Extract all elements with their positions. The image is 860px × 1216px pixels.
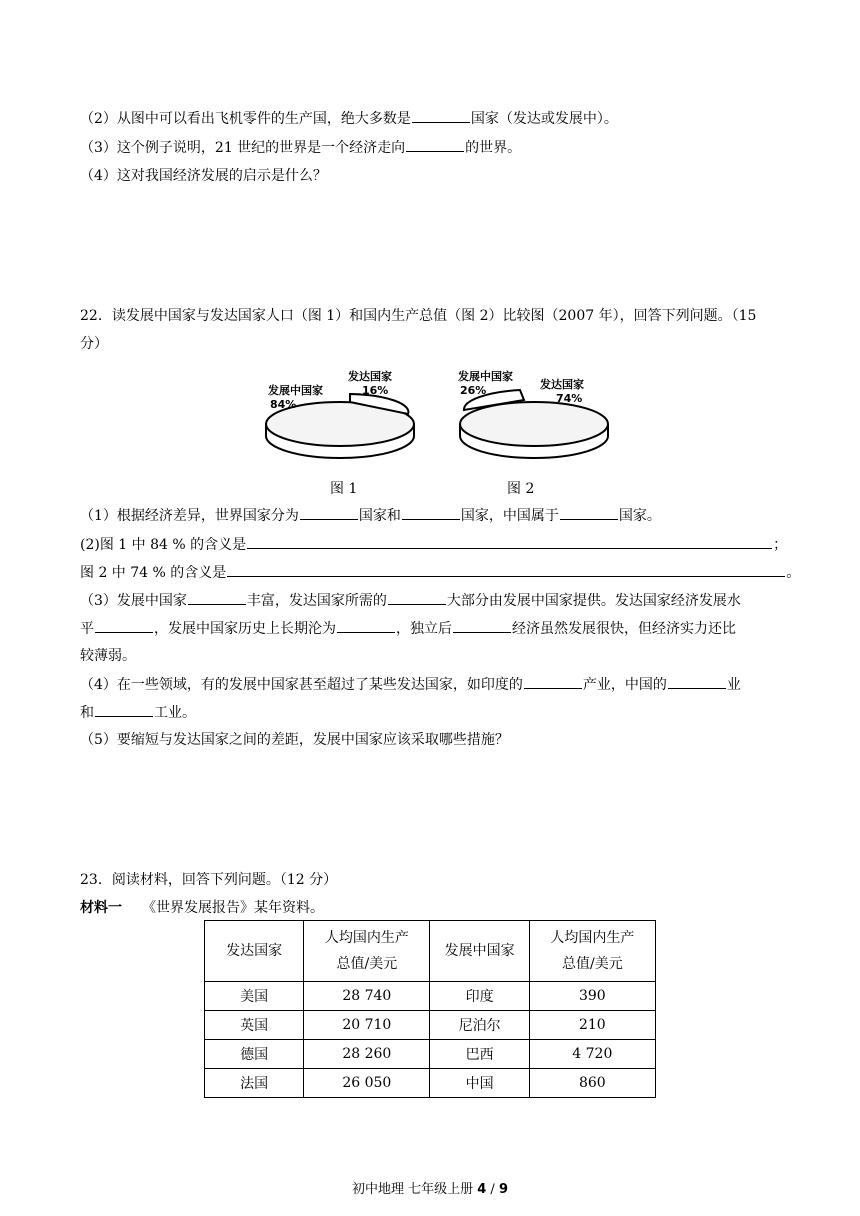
pie1-label-developed: 发达国家 bbox=[348, 370, 392, 383]
table-header: 发展中国家 bbox=[430, 921, 529, 982]
pie2-slice-developed bbox=[460, 402, 608, 446]
q22-part3-text-e: ，发展中国家历史上长期沦为 bbox=[154, 621, 336, 637]
table-cell: 26 050 bbox=[304, 1069, 430, 1098]
pie1-label-developing: 发展中国家 bbox=[268, 384, 323, 397]
table-row bbox=[205, 1011, 656, 1040]
q22-part4-text: （4）在一些领域，有的发展中国家甚至超过了某些发达国家，如印度的 bbox=[80, 677, 523, 693]
table-cell: 印度 bbox=[430, 982, 529, 1011]
pie-chart-2 bbox=[457, 369, 608, 458]
q21-part2-suffix: 国家（发达或发展中）。 bbox=[470, 111, 618, 127]
q22-part3-text-c: 大部分由发展中国家提供。发达国家经济发展水 bbox=[446, 593, 741, 609]
table-row bbox=[205, 1040, 656, 1069]
answer-blank[interactable] bbox=[95, 702, 153, 717]
q22-part4-text-e: 工业。 bbox=[154, 705, 196, 721]
q22-part3-text-d: 平 bbox=[80, 621, 94, 637]
material-text: 《世界发展报告》某年资料。 bbox=[142, 900, 324, 916]
table-header bbox=[304, 921, 430, 982]
q22-part3-text: （3）发展中国家 bbox=[80, 593, 187, 609]
pie2-label-developed: 发达国家 bbox=[540, 378, 584, 391]
pie-charts bbox=[258, 364, 618, 468]
answer-blank[interactable] bbox=[406, 137, 464, 152]
q22-part3 bbox=[80, 590, 741, 611]
table-cell: 中国 bbox=[430, 1069, 529, 1098]
q22-part2b-text: 图 2 中 74 % 的含义是 bbox=[80, 565, 227, 581]
q22-part4-text-d: 和 bbox=[80, 705, 94, 721]
q21-part3-text: （3）这个例子说明，21 世纪的世界是一个经济走向 bbox=[80, 140, 406, 156]
q21-part3-suffix: 的世界。 bbox=[465, 140, 522, 156]
table-cell: 美国 bbox=[205, 982, 304, 1011]
answer-blank[interactable] bbox=[95, 618, 153, 633]
q22-part5-text: （5）要缩短与发达国家之间的差距，发展中国家应该采取哪些措施？ bbox=[80, 732, 509, 748]
q22-part1-text: （1）根据经济差异，世界国家分为 bbox=[80, 508, 299, 524]
table-cell: 28 740 bbox=[304, 982, 430, 1011]
pie2-value-developing: 26% bbox=[460, 384, 487, 397]
q22-part1-text-c: 国家，中国属于 bbox=[460, 508, 559, 524]
q22-part4-text-c: 业 bbox=[726, 677, 741, 693]
footer-separator: / bbox=[486, 1182, 499, 1197]
q22-part2-end: ； bbox=[773, 537, 788, 553]
table-header-line: 人均国内生产 bbox=[550, 930, 635, 946]
table-cell: 4 720 bbox=[529, 1040, 655, 1069]
answer-blank[interactable] bbox=[668, 674, 726, 689]
table-row bbox=[205, 1069, 656, 1098]
q22-part3-text-h: 较薄弱。 bbox=[80, 648, 136, 664]
q22-part2b bbox=[80, 562, 800, 583]
table-cell: 法国 bbox=[205, 1069, 304, 1098]
q23-material bbox=[80, 898, 324, 918]
table-header: 发达国家 bbox=[205, 921, 304, 982]
table-cell: 英国 bbox=[205, 1011, 304, 1040]
table-cell: 390 bbox=[529, 982, 655, 1011]
table-cell: 20 710 bbox=[304, 1011, 430, 1040]
q22-part4 bbox=[80, 674, 741, 695]
q21-part2-text: （2）从图中可以看出飞机零件的生产国，绝大多数是 bbox=[80, 111, 411, 127]
q22-part2b-end: 。 bbox=[786, 565, 801, 581]
gdp-table bbox=[204, 920, 656, 1098]
q22-intro-line2: 分） bbox=[80, 336, 108, 352]
answer-blank[interactable] bbox=[402, 505, 460, 520]
table-cell: 德国 bbox=[205, 1040, 304, 1069]
pie1-value-developing: 84% bbox=[270, 398, 297, 411]
pie2-label-developing: 发展中国家 bbox=[458, 370, 513, 383]
q22-part2-text: (2)图 1 中 84 % 的含义是 bbox=[80, 537, 247, 553]
pie-chart-1 bbox=[266, 369, 414, 458]
q22-part1-text-d: 国家。 bbox=[618, 508, 661, 524]
q22-part4-text-b: 产业，中国的 bbox=[582, 677, 667, 693]
answer-blank[interactable] bbox=[227, 562, 785, 577]
table-cell: 尼泊尔 bbox=[430, 1011, 529, 1040]
table-header-row bbox=[205, 921, 656, 982]
page-footer bbox=[0, 1178, 860, 1197]
answer-blank[interactable] bbox=[188, 590, 246, 605]
q22-intro bbox=[80, 306, 756, 326]
q22-part3-text-b: 丰富，发达国家所需的 bbox=[246, 593, 387, 609]
table-cell: 860 bbox=[529, 1069, 655, 1098]
footer-page-total: 9 bbox=[498, 1182, 508, 1197]
q22-intro-line1: 22．读发展中国家与发达国家人口（图 1）和国内生产总值（图 2）比较图（2007 年），回答下列问题。（15 bbox=[80, 308, 757, 324]
q23-intro bbox=[80, 870, 337, 890]
q22-intro-cont bbox=[80, 334, 108, 354]
answer-blank[interactable] bbox=[412, 108, 470, 123]
q22-part3-text-g: 经济虽然发展很快，但经济实力还比 bbox=[512, 621, 736, 637]
q21-part2 bbox=[80, 108, 618, 129]
material-label: 材料一 bbox=[80, 900, 122, 916]
footer-page-number: 4 bbox=[477, 1182, 487, 1197]
figure-2-caption: 图 2 bbox=[507, 481, 535, 497]
table-header bbox=[529, 921, 655, 982]
table-cell: 巴西 bbox=[430, 1040, 529, 1069]
answer-blank[interactable] bbox=[524, 674, 582, 689]
answer-blank[interactable] bbox=[337, 618, 395, 633]
q21-part3 bbox=[80, 137, 521, 158]
q22-part2 bbox=[80, 534, 787, 555]
table-row bbox=[205, 982, 656, 1011]
table-cell: 28 260 bbox=[304, 1040, 430, 1069]
q21-part4-text: （4）这对我国经济发展的启示是什么？ bbox=[80, 168, 327, 184]
answer-blank[interactable] bbox=[300, 505, 358, 520]
q22-part5 bbox=[80, 730, 509, 750]
table-header-line: 人均国内生产 bbox=[324, 930, 409, 946]
q21-part4 bbox=[80, 166, 327, 186]
q22-part3-text-f: ，独立后 bbox=[396, 621, 452, 637]
q22-part3-cont bbox=[80, 618, 736, 639]
answer-blank[interactable] bbox=[453, 618, 511, 633]
q22-part3-end bbox=[80, 646, 136, 666]
pie1-value-developed: 16% bbox=[362, 384, 389, 397]
figure-1-caption: 图 1 bbox=[330, 481, 358, 497]
answer-blank[interactable] bbox=[247, 534, 772, 549]
q22-part1-text-b: 国家和 bbox=[358, 508, 401, 524]
q23-intro-text: 23．阅读材料，回答下列问题。（12 分） bbox=[80, 872, 338, 888]
pie2-value-developed: 74% bbox=[556, 392, 583, 405]
answer-blank[interactable] bbox=[388, 590, 446, 605]
q22-part1 bbox=[80, 505, 661, 526]
answer-blank[interactable] bbox=[560, 505, 618, 520]
table-cell: 210 bbox=[529, 1011, 655, 1040]
q22-part4-cont bbox=[80, 702, 196, 723]
table-header-line: 总值/美元 bbox=[336, 956, 398, 972]
footer-text: 初中地理 七年级上册 bbox=[351, 1182, 478, 1197]
table-header-line: 总值/美元 bbox=[561, 956, 623, 972]
